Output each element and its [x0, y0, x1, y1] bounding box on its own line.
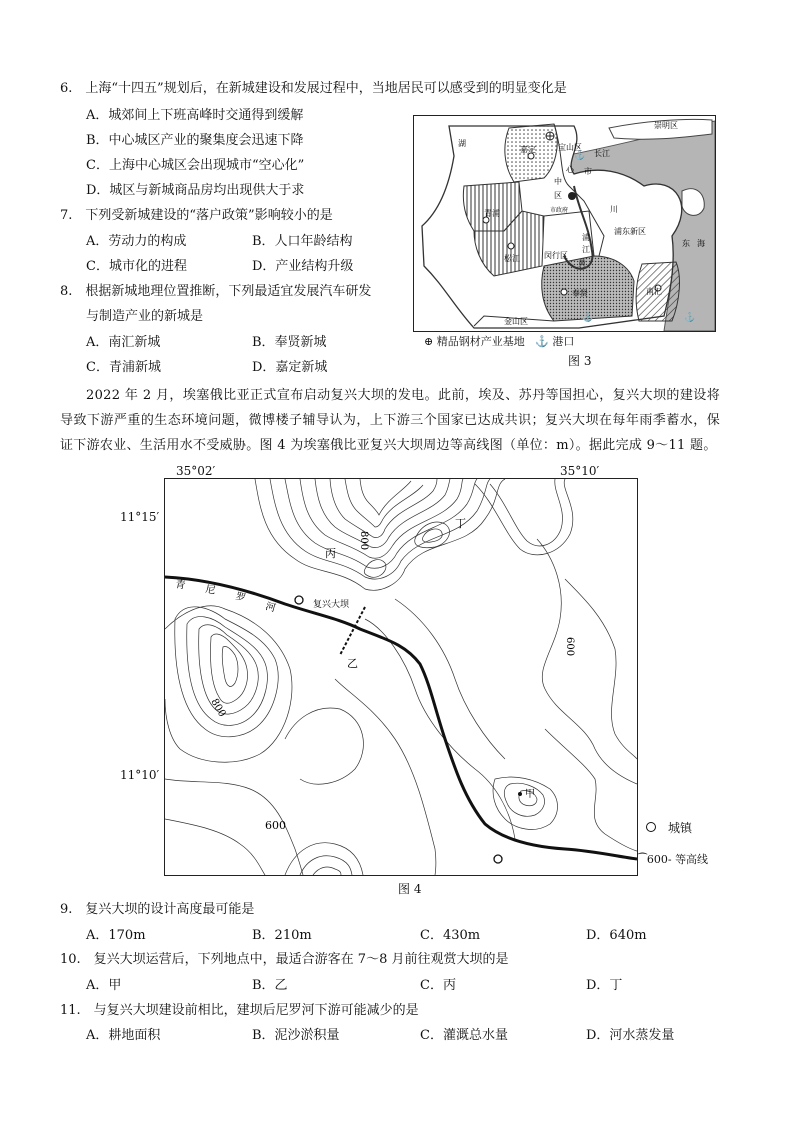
legend-contour: ⁀600- 等高线 — [638, 853, 709, 866]
river-label-char: 尼 — [204, 584, 217, 597]
q6-stem: 6. 上海“十四五”规划后，在新城建设和发展过程中，当地居民可以感受到的明显变化是 — [60, 81, 567, 96]
label-chongming: 崇明区 — [654, 121, 678, 130]
figure-3-shanghai-map — [413, 115, 716, 332]
q6-option-d: D．城区与新城商品房均出现供大于求 — [86, 183, 305, 198]
label-hu: 湖 — [458, 139, 466, 148]
anchor-icon: ⚓ — [574, 151, 586, 161]
point-yi-label: 乙 — [347, 657, 358, 670]
figure-4-caption: 图 4 — [398, 882, 422, 896]
label-zhong: 中 — [554, 177, 562, 186]
lon-left-label: 35°02′ — [176, 464, 216, 478]
label-fengxian: 奉贤 — [572, 289, 588, 298]
q6-option-c: C．上海中心城区会出现城市“空心化” — [86, 158, 305, 173]
contour-legend-icon: ⁀ — [638, 853, 647, 866]
point-jia-marker — [518, 792, 522, 796]
legend-town-label: 城镇 — [668, 821, 693, 835]
q10-option-a: A．甲 — [86, 978, 122, 993]
label-xin: 心 — [566, 165, 574, 174]
river-label-char: 青 — [174, 579, 187, 592]
contour-800-label: 800 — [208, 697, 228, 720]
label-pudong: 浦东新区 — [614, 227, 646, 236]
legend-contour-label: 等高线 — [675, 853, 709, 866]
q11-option-c: C．灌溉总水量 — [420, 1028, 508, 1043]
q10-option-d: D．丁 — [586, 978, 623, 993]
port-legend-icon: ⚓ — [535, 335, 549, 348]
figure-3-caption: 图 3 — [568, 354, 592, 368]
figure-4-svg — [165, 479, 637, 875]
steel-base-legend-icon: ⊕ — [424, 335, 434, 348]
label-jiang: 江 — [582, 245, 590, 254]
q7-option-b: B．人口年龄结构 — [252, 234, 353, 249]
river-label-char: 河 — [264, 601, 277, 615]
intro-paragraph: 2022 年 2 月，埃塞俄比亚正式宣布启动复兴大坝的发电。此前，埃及、苏丹等国担心，复兴大坝的建设将导致下游严重的生态环境问题，微博楼子辅导认为，上下游三个国家已达成共识；复兴大坝在每年雨季蓄水，保证下游农业、生活用水不受威胁。图 4 为埃塞俄比亚复兴大坝周边等高线图（单位：m）。据此完成 9～11 题。 — [60, 388, 720, 453]
label-minhang: 闵行区 — [544, 251, 568, 260]
q7-option-a: A．劳动力的构成 — [86, 234, 187, 249]
q9-option-d: D．640m — [586, 928, 647, 943]
town-marker — [295, 596, 303, 604]
q7-option-d: D．产业结构升级 — [252, 259, 354, 274]
q7-option-c: C．城市化的进程 — [86, 259, 187, 274]
label-chuan: 川 — [610, 205, 618, 214]
legend-contour-value: 600 — [646, 853, 668, 866]
figure-3-legend — [424, 333, 574, 349]
q10-stem: 10. 复兴大坝运营后，下列地点中，最适合游客在 7～8 月前往观赏大坝的是 — [60, 952, 509, 967]
label-huang: 黄 — [578, 259, 586, 268]
q8-stem-line1: 8. 根据新城地理位置推断，下列最适宜发展汽车研发 — [60, 284, 372, 299]
legend-port-label: 港口 — [552, 335, 575, 348]
label-qingpu: 青浦 — [484, 209, 500, 218]
q8-option-d: D．嘉定新城 — [252, 360, 328, 375]
legend-town — [646, 819, 692, 837]
point-ding-label: 丁 — [455, 517, 466, 530]
town-legend-icon — [646, 822, 656, 832]
q11-option-d: D．河水蒸发量 — [586, 1028, 675, 1043]
lat-top-label: 11°15′ — [120, 510, 160, 524]
town-marker — [494, 855, 502, 863]
label-jiading: 嘉定 — [520, 145, 536, 154]
label-hai: 海 — [697, 239, 705, 248]
river-label-char: 罗 — [234, 591, 247, 605]
q6-option-a: A．城郊间上下班高峰时交通得到缓解 — [86, 108, 304, 123]
figure-3-svg — [414, 116, 715, 331]
q8-option-a: A．南汇新城 — [86, 335, 161, 350]
label-shi: 市 — [584, 167, 592, 176]
lon-right-label: 35°10′ — [560, 464, 600, 478]
q9-option-b: B．210m — [252, 928, 312, 943]
q7-stem: 7. 下列受新城建设的“落户政策”影响较小的是 — [60, 208, 333, 223]
contour-600-label: 600 — [265, 819, 286, 832]
svg-text:⚓: ⚓ — [582, 313, 594, 323]
figure-4-contour-map — [164, 478, 638, 876]
q11-option-a: A．耕地面积 — [86, 1028, 161, 1043]
q9-stem: 9. 复兴大坝的设计高度最可能是 — [60, 902, 255, 917]
q10-option-b: B．乙 — [252, 978, 288, 993]
q9-option-c: C．430m — [420, 928, 481, 943]
legend-steel-label: 精品钢材产业基地 — [436, 335, 525, 348]
point-bing-label: 丙 — [325, 547, 336, 560]
q8-option-b: B．奉贤新城 — [252, 335, 327, 350]
contour-800-label: 800 — [358, 531, 369, 551]
q11-option-b: B．泥沙淤积量 — [252, 1028, 340, 1043]
label-dong: 东 — [682, 239, 690, 248]
label-jinshan: 金山区 — [504, 317, 528, 326]
label-changjiang: 长江 — [594, 149, 610, 158]
q6-option-b: B．中心城区产业的聚集度会迅速下降 — [86, 133, 304, 148]
dam-label: 复兴大坝 — [313, 600, 350, 610]
q8-stem-line2: 与制造产业的新城是 — [86, 309, 204, 324]
label-pu: 浦 — [582, 233, 590, 242]
label-shizhengfu: 市政府 — [550, 207, 569, 214]
label-nanhui: 南汇 — [646, 287, 662, 296]
point-jia-label: 甲 — [525, 789, 535, 800]
label-songjiang: 松江 — [504, 254, 520, 263]
label-qu: 区 — [554, 191, 562, 200]
q11-stem: 11. 与复兴大坝建设前相比，建坝后尼罗河下游可能减少的是 — [60, 1003, 419, 1018]
city-hall-icon — [568, 192, 576, 200]
lat-bottom-label: 11°10′ — [120, 768, 160, 782]
q8-option-c: C．青浦新城 — [86, 360, 161, 375]
label-baoshan: 宝山区 — [558, 143, 582, 152]
q9-option-a: A．170m — [86, 928, 146, 943]
q10-option-c: C．丙 — [420, 978, 456, 993]
contour-600-label: 600 — [564, 637, 575, 657]
svg-text:⚓: ⚓ — [684, 313, 696, 323]
